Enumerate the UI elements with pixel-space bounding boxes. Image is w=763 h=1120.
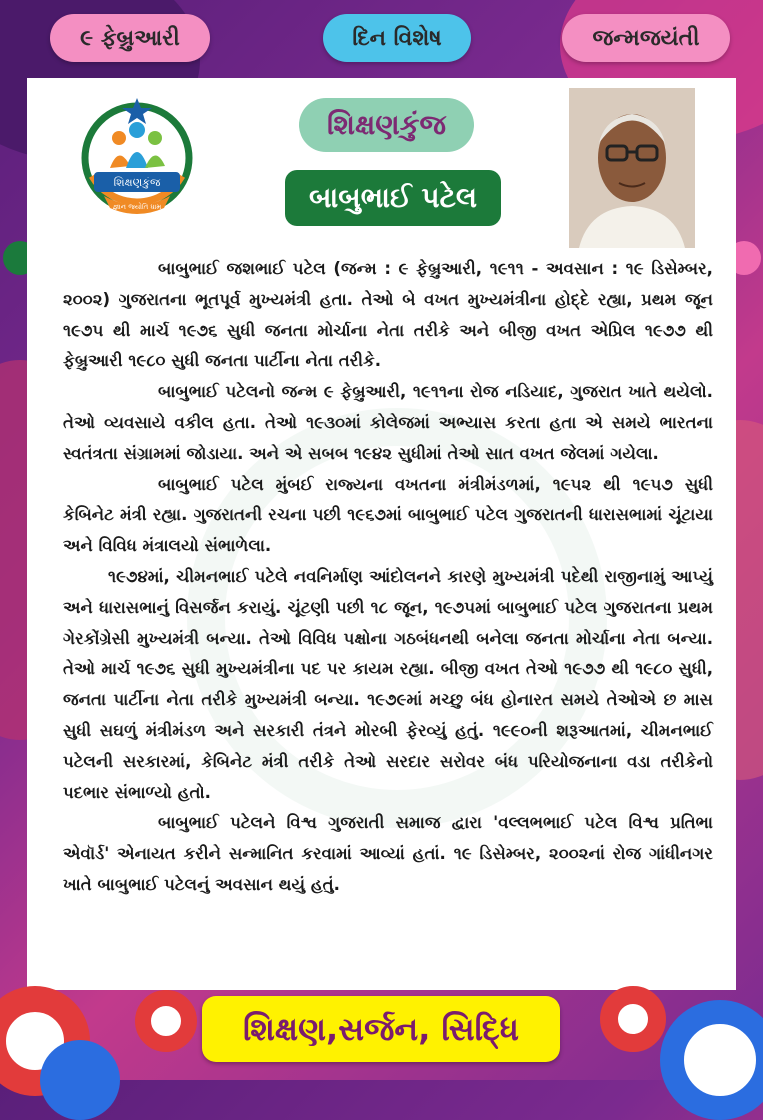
paragraph: બાબુભાઈ પટેલનો જન્મ ૯ ફેબ્રુઆરી, ૧૯૧૧ના રોજ નડિયાદ, ગુજરાત ખાતે થયેલો. તેઓ વ્યવસાયે વકીલ હતા. તેઓ ૧૯૩૦માં કોલેજમાં અભ્યાસ કરતા હતા એ સમયે ભારતના સ્વતંત્રતા સંગ્રામમાં જોડાયા. અને એ સબબ ૧૯૪૨ સુધીમાં તેઓ સાત વખત જેલમાં ગયેલા. [63,382,713,463]
decorative-ring [135,990,197,1052]
decorative-ring [600,986,666,1052]
paragraph: બાબુભાઈ જશભાઈ પટેલ (જન્મ : ૯ ફેબ્રુઆરી, ૧૯૧૧ - અવસાન : ૧૯ ડિસેમ્બર, ૨૦૦૨) ગુજરાતના ભૂતપૂર્વ મુખ્યમંત્રી હતા. તેઓ બે વખત મુખ્યમંત્રીના હોદ્દે રહ્યા, પ્રથમ જૂન ૧૯૭૫ થી માર્ચ ૧૯૭૬ સુધી જનતા મોર્ચાના નેતા તરીકે અને બીજી વખત એપ્રિલ ૧૯૭૭ થી ફેબ્રુઆરી ૧૯૮૦ સુધી જનતા પાર્ટીના નેતા તરીકે. [63,259,713,371]
paragraph: બાબુભાઈ પટેલને વિશ્વ ગુજરાતી સમાજ દ્વારા 'વલ્લભભાઈ પટેલ વિશ્વ પ્રતિભા એવૉર્ડ' એનાયત કરીને સન્માનિત કરવામાં આવ્યાં હતાં. ૧૯ ડિસેમ્બર, ૨૦૦૨નાં રોજ ગાંધીનગર ખાતે બાબુભાઈ પટેલનું અવસાન થયું હતું. [63,813,713,894]
footer-motto: શિક્ષણ,સર્જન, સિદ્ધિ [202,996,560,1062]
paragraph: ૧૯૭૪માં, ચીમનભાઈ પટેલે નવનિર્માણ આંદોલનને કારણે મુખ્યમંત્રી પદેથી રાજીનામું આપ્યું અને ધારાસભાનું વિસર્જન કરાયું. ચૂંટણી પછી ૧૮ જૂન, ૧૯૭૫માં બાબુભાઈ પટેલ ગુજરાતના પ્રથમ ગેરકોંગ્રેસી મુખ્યમંત્રી બન્યા. તેઓ વિવિધ પક્ષોના ગઠબંધનથી બનેલા જનતા મોર્ચાના નેતા બન્યા. તેઓ માર્ચ ૧૯૭૬ સુધી મુખ્યમંત્રીના પદ પર કાયમ રહ્યા. બીજી વખત તેઓ ૧૯૭૭ થી ૧૯૮૦ સુધી, જનતા પાર્ટીના નેતા તરીકે મુખ્યમંત્રી બન્યા. ૧૯૭૯માં મચ્છુ બંધ હોનારત સમયે તેઓએ છ માસ સુધી સઘળું મંત્રીમંડળ અને સરકારી તંત્રને મોરબી ફેરવ્યું હતું. ૧૯૯૦ની શરૂઆતમાં, ચીમનભાઈ પટેલની સરકારમાં, કેબિનેટ મંત્રી તરીકે તેઓ સરદાર સરોવર બંધ પરિયોજનાના વડા તરીકેનો પદભાર સંભાળ્યો હતો. [63,566,713,802]
date-pill: ૯ ફેબ્રુઆરી [50,14,210,62]
logo-text: શિક્ષણકુંજ [113,176,161,189]
decorative-ring [660,1000,763,1120]
day-special-pill: દિન વિશેષ [323,14,471,62]
portrait-illustration [569,88,695,248]
logo-icon [72,96,202,226]
birth-anniversary-pill: જન્મજયંતી [562,14,730,62]
person-name-badge: બાબુભાઈ પટેલ [285,170,501,226]
paragraph: બાબુભાઈ પટેલ મુંબઈ રાજ્યના વખતના મંત્રીમંડળમાં, ૧૯૫૨ થી ૧૯૫૭ સુધી કેબિનેટ મંત્રી રહ્યા. ગુજરાતની રચના પછી ૧૯૬૭માં બાબુભાઈ પટેલ ગુજરાતની ધારાસભામાં ચૂંટાયા અને વિવિધ મંત્રાલયો સંભાળેલા. [63,474,713,556]
brand-title: શિક્ષણકુંજ [299,98,474,152]
biography-text [63,254,713,901]
decorative-ring [40,1040,120,1120]
portrait-photo [569,88,695,248]
content-card [27,78,736,990]
logo-tagline: જ્ઞાન જ્યોતિ ધામ [112,203,162,211]
